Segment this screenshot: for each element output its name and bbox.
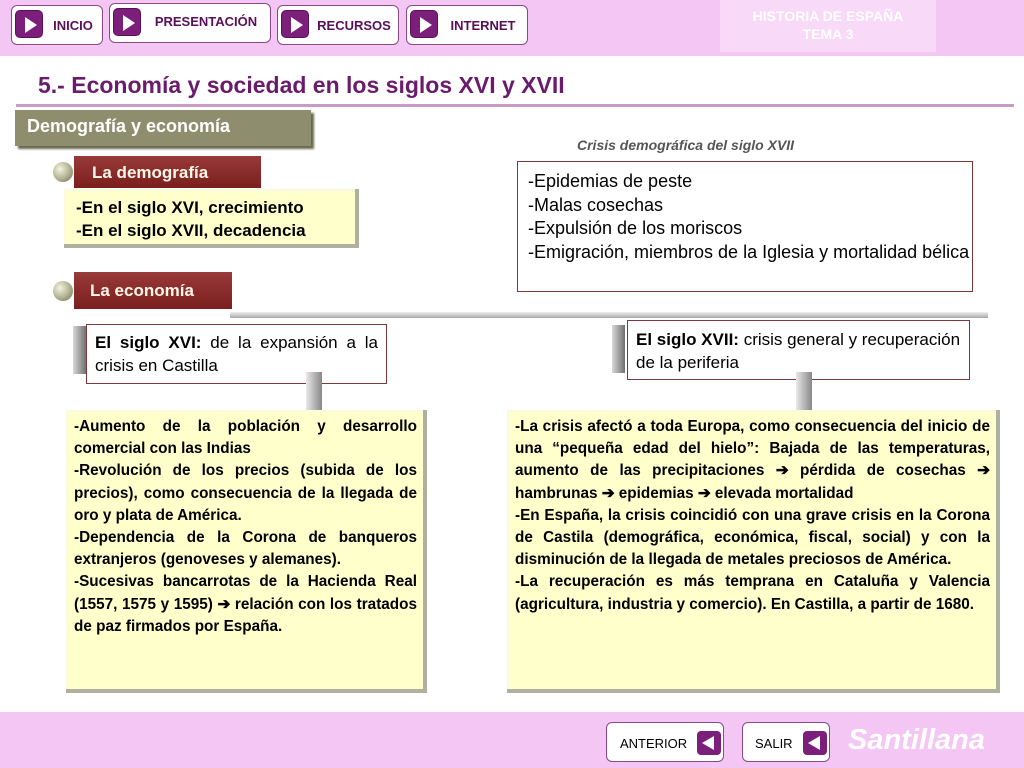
anterior-button[interactable]: [606, 722, 724, 762]
xvii-point: -En España, la crisis coincidió con una grave crisis en la Corona de Castila (demográfica, económica, fiscal, social) y con la disminución de la llegada de metales preciosos de América.: [515, 506, 990, 569]
siglo-xvi-rest: de la expansión a la crisis en Castilla: [95, 333, 378, 375]
siglo-xvii-head: El siglo XVII:: [636, 330, 739, 349]
siglo-xvi-box: [86, 324, 387, 384]
connector-post: [306, 372, 322, 410]
nav-recursos-label: RECURSOS: [317, 18, 391, 33]
crisis-item: -Malas cosechas: [528, 194, 664, 215]
crisis-caption: Crisis demográfica del siglo XVII: [577, 137, 795, 153]
siglo-xvi-details: [66, 410, 427, 693]
economia-label: La economía: [74, 272, 232, 309]
crisis-item: -Expulsión de los moriscos: [528, 218, 743, 238]
siglo-xvii-box: [627, 320, 970, 380]
nav-presentacion-button[interactable]: [109, 3, 271, 43]
xvi-point: -Aumento de la población y desarrollo comercial con las Indias: [74, 418, 417, 458]
nav-inicio-button[interactable]: [11, 5, 103, 45]
nav-inicio-label: INICIO: [53, 18, 93, 33]
siglo-xvi-head: El siglo XVI:: [95, 333, 202, 352]
page-title: 5.- Economía y sociedad en los siglos XVI y XVII: [38, 72, 565, 98]
siglo-xvii-details: [507, 410, 1000, 693]
play-icon: [15, 10, 43, 38]
topic-number: TEMA 3: [802, 26, 854, 42]
crisis-box: [517, 161, 973, 292]
salir-label: SALIR: [755, 736, 793, 751]
connector-line: [230, 312, 988, 318]
play-icon: [113, 8, 141, 36]
side-bar-decoration: [612, 325, 625, 373]
nav-presentacion-label: PRESENTACIÓN: [154, 14, 258, 29]
xvii-point: -La recuperación es más temprana en Cataluña y Valencia (agricultura, industria y comercio). En Castilla, a partir de 1680.: [515, 573, 990, 613]
back-arrow-icon: [803, 731, 827, 755]
xvii-point: -La crisis afectó a toda Europa, como consecuencia del inicio de una “pequeña edad del hielo”: Bajada de las temperaturas, aumento de las precipitaciones ➔ pérdida de cosechas ➔ hambrunas ➔ epidemias ➔ elevada mortalidad: [515, 418, 990, 502]
topic-indicator: [720, 0, 936, 52]
demografia-box: [64, 189, 359, 248]
back-arrow-icon: [697, 731, 721, 755]
connector-post: [796, 372, 812, 410]
xvi-point: -Revolución de los precios (subida de los precios), como consecuencia de la llegada de oro y plata de América.: [74, 462, 417, 524]
demografia-label: La demografía: [74, 156, 261, 188]
demografia-line: -En el siglo XVI, crecimiento: [76, 198, 304, 217]
nav-internet-button[interactable]: [406, 5, 528, 45]
crisis-item: -Epidemias de peste: [528, 171, 693, 191]
anterior-label: ANTERIOR: [620, 736, 688, 751]
salir-button[interactable]: [742, 722, 830, 762]
siglo-xvii-rest: crisis general y recuperación de la periferia: [636, 330, 961, 372]
nav-recursos-button[interactable]: [277, 5, 399, 45]
title-divider: [16, 104, 1014, 107]
play-icon: [410, 10, 438, 38]
nav-internet-label: INTERNET: [450, 18, 516, 33]
demografia-line: -En el siglo XVII, decadencia: [76, 221, 306, 240]
bullet-icon: [53, 281, 73, 301]
bullet-icon: [53, 162, 73, 182]
topic-subject: HISTORIA DE ESPAÑA: [752, 8, 904, 24]
xvi-point: -Dependencia de la Corona de banqueros extranjeros (genoveses y alemanes).: [74, 529, 417, 569]
crisis-item: -Emigración, miembros de la Iglesia y mortalidad bélica: [528, 241, 970, 262]
santillana-logo: Santillana: [848, 724, 985, 756]
play-icon: [281, 10, 309, 38]
side-bar-decoration: [73, 326, 86, 374]
xvi-point: -Sucesivas bancarrotas de la Hacienda Real (1557, 1575 y 1595) ➔ relación con los tratados de paz firmados por España.: [74, 573, 417, 635]
section-tab: Demografía y economía: [15, 110, 311, 146]
